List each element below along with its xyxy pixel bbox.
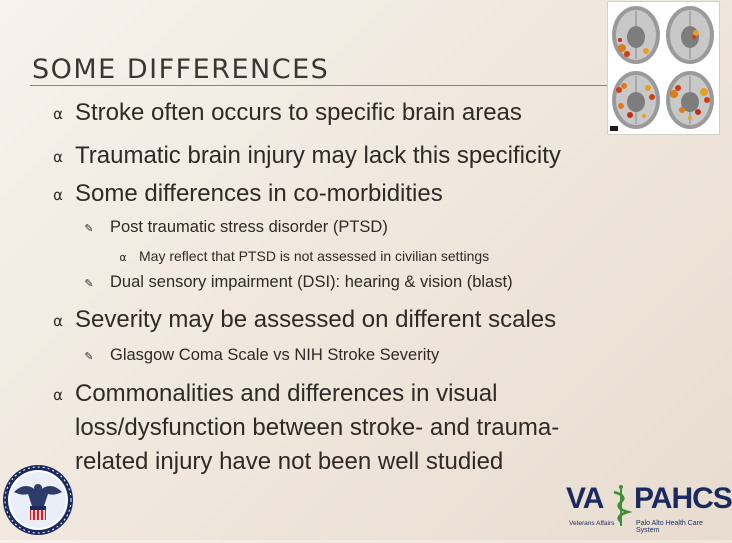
bullet-commonalities-line2: loss/dysfunction between stroke- and trauma- <box>75 414 560 441</box>
bullet-severity <box>0 306 556 334</box>
bullet-tbi <box>0 142 561 170</box>
bullet-text: Post traumatic stress disorder (PTSD) <box>110 218 388 236</box>
sub-bullet-scales <box>0 346 439 365</box>
bullet-commonalities-line3: related injury have not been well studied <box>75 448 504 475</box>
bullet-text: Glasgow Coma Scale vs NIH Stroke Severity <box>110 346 440 364</box>
pencil-icon: ✎ <box>84 278 94 290</box>
bullet-icon: ⍺ <box>53 187 63 204</box>
sub-bullet-ptsd <box>0 218 388 237</box>
logo-va-text: VA <box>566 482 604 515</box>
bullet-text: Severity may be assessed on different scales <box>75 306 557 333</box>
logo-pahcs-text: PAHCS <box>634 482 732 515</box>
slide-title: SOME DIFFERENCES <box>32 54 330 85</box>
bullet-text: Commonalities and differences in visual <box>75 380 498 407</box>
bullet-comorbidities <box>0 180 443 208</box>
bullet-text: May reflect that PTSD is not assessed in civilian settings <box>139 248 490 264</box>
bullet-icon: ⍺ <box>53 313 63 330</box>
bullet-icon: ⍺ <box>53 387 63 404</box>
bullet-text: Traumatic brain injury may lack this specificity <box>75 142 561 169</box>
logo-va-subtitle: Veterans Affairs <box>569 520 615 527</box>
brain-slice-bottom-left <box>610 71 660 131</box>
sub-sub-bullet-ptsd-civilian <box>0 248 489 264</box>
title-underline <box>30 85 620 86</box>
bullet-text: Dual sensory impairment (DSI): hearing & vision (blast) <box>110 273 513 291</box>
bullet-icon: ⍺ <box>53 106 63 123</box>
bullet-text: Some differences in co-morbidities <box>75 180 443 207</box>
brain-scan-image <box>607 1 720 135</box>
brain-slice-top-left <box>612 6 660 64</box>
pencil-icon: ✎ <box>84 223 94 235</box>
brain-slice-top-right <box>666 6 714 64</box>
sub-bullet-dsi <box>0 273 513 292</box>
bullet-icon: ⍺ <box>119 252 127 264</box>
bullet-icon: ⍺ <box>53 149 63 166</box>
brain-slice-bottom-right <box>666 71 714 129</box>
va-pahcs-logo <box>566 482 732 534</box>
bullet-stroke <box>0 99 522 127</box>
bullet-commonalities <box>0 380 497 408</box>
pencil-icon: ✎ <box>84 351 94 363</box>
logo-pahcs-subtitle: Palo Alto Health Care System <box>636 520 703 534</box>
bullet-text: Stroke often occurs to specific brain areas <box>75 99 522 126</box>
va-seal-logo <box>2 462 74 538</box>
